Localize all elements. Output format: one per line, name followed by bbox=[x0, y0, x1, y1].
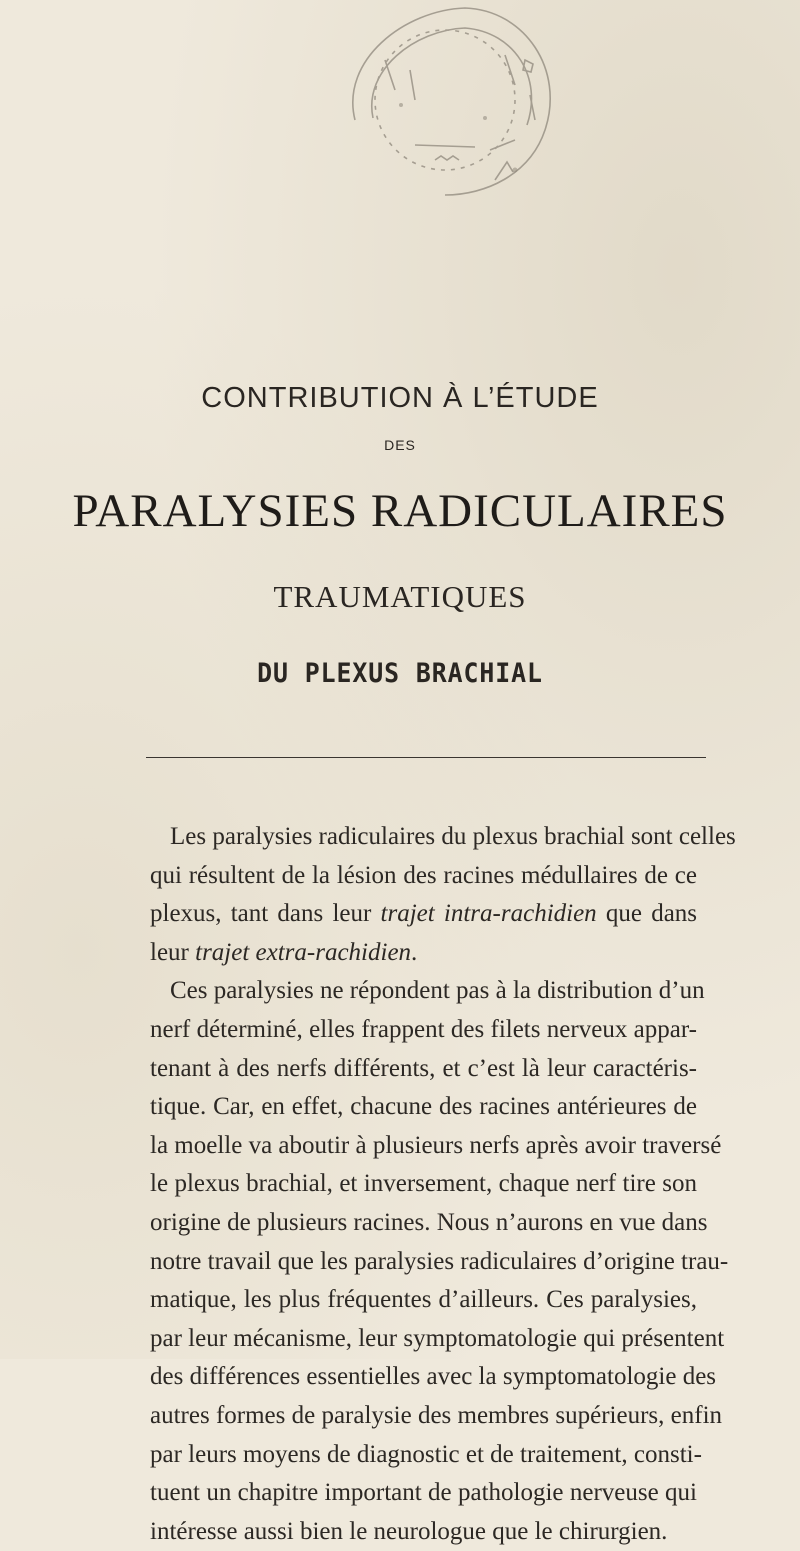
text-run: . bbox=[411, 938, 418, 966]
text-line: la moelle va aboutir à plusieurs nerfs après avoir traversé bbox=[150, 1131, 722, 1159]
text-line: tenant à des nerfs différents, et c’est là leur caractéris- bbox=[150, 1054, 697, 1082]
text-line: le plexus brachial, et inversement, chaque nerf tire son bbox=[150, 1170, 697, 1198]
text-line: tique. Car, en effet, chacune des racines antérieures de bbox=[150, 1093, 697, 1121]
text-line: matique, les plus fréquentes d’ailleurs. Ces paralysies, bbox=[150, 1286, 697, 1314]
text-line: intéresse aussi bien le neurologue que le chirurgien. bbox=[150, 1517, 668, 1545]
divider-rule bbox=[146, 757, 706, 758]
text-line-mixed bbox=[150, 895, 697, 934]
text-line: nerf déterminé, elles frappent des filets nerveux appar- bbox=[150, 1015, 697, 1043]
text-line: des différences essentielles avec la symptomatologie des bbox=[150, 1363, 717, 1391]
text-line: par leurs moyens de diagnostic et de traitement, consti- bbox=[150, 1440, 702, 1468]
text-run: plexus, tant dans leur bbox=[150, 900, 381, 928]
text-line: par leur mécanisme, leur symptomatologie qui présentent bbox=[150, 1324, 725, 1352]
text-line: Les paralysies radiculaires du plexus brachial sont celles bbox=[170, 823, 736, 850]
italic-term: trajet extra-rachidien bbox=[195, 938, 412, 966]
text-line-mixed bbox=[150, 934, 697, 973]
text-line: tuent un chapitre important de pathologie nerveuse qui bbox=[150, 1479, 697, 1507]
title-traumatiques: TRAUMATIQUES bbox=[273, 579, 527, 614]
text-run: que dans bbox=[596, 900, 698, 928]
text-run: leur bbox=[150, 938, 196, 966]
title-contribution: CONTRIBUTION À L’ÉTUDE bbox=[201, 382, 599, 414]
text-line: qui résultent de la lésion des racines médullaires de ce bbox=[150, 861, 697, 889]
library-stamp-icon bbox=[315, 0, 575, 200]
main-title: PARALYSIES RADICULAIRES bbox=[72, 485, 728, 537]
text-line: autres formes de paralysie des membres supérieurs, enfin bbox=[150, 1401, 723, 1429]
italic-term: trajet intra-rachidien bbox=[380, 900, 597, 928]
title-des: DES bbox=[384, 437, 416, 453]
text-line: Ces paralysies ne répondent pas à la distribution d’un bbox=[170, 977, 705, 1005]
body-paragraphs bbox=[0, 818, 800, 1551]
text-line: origine de plusieurs racines. Nous n’aurons en vue dans bbox=[150, 1208, 708, 1236]
title-plexus-brachial: DU PLEXUS BRACHIAL bbox=[257, 658, 543, 689]
text-line: notre travail que les paralysies radiculaires d’origine trau- bbox=[150, 1247, 729, 1275]
